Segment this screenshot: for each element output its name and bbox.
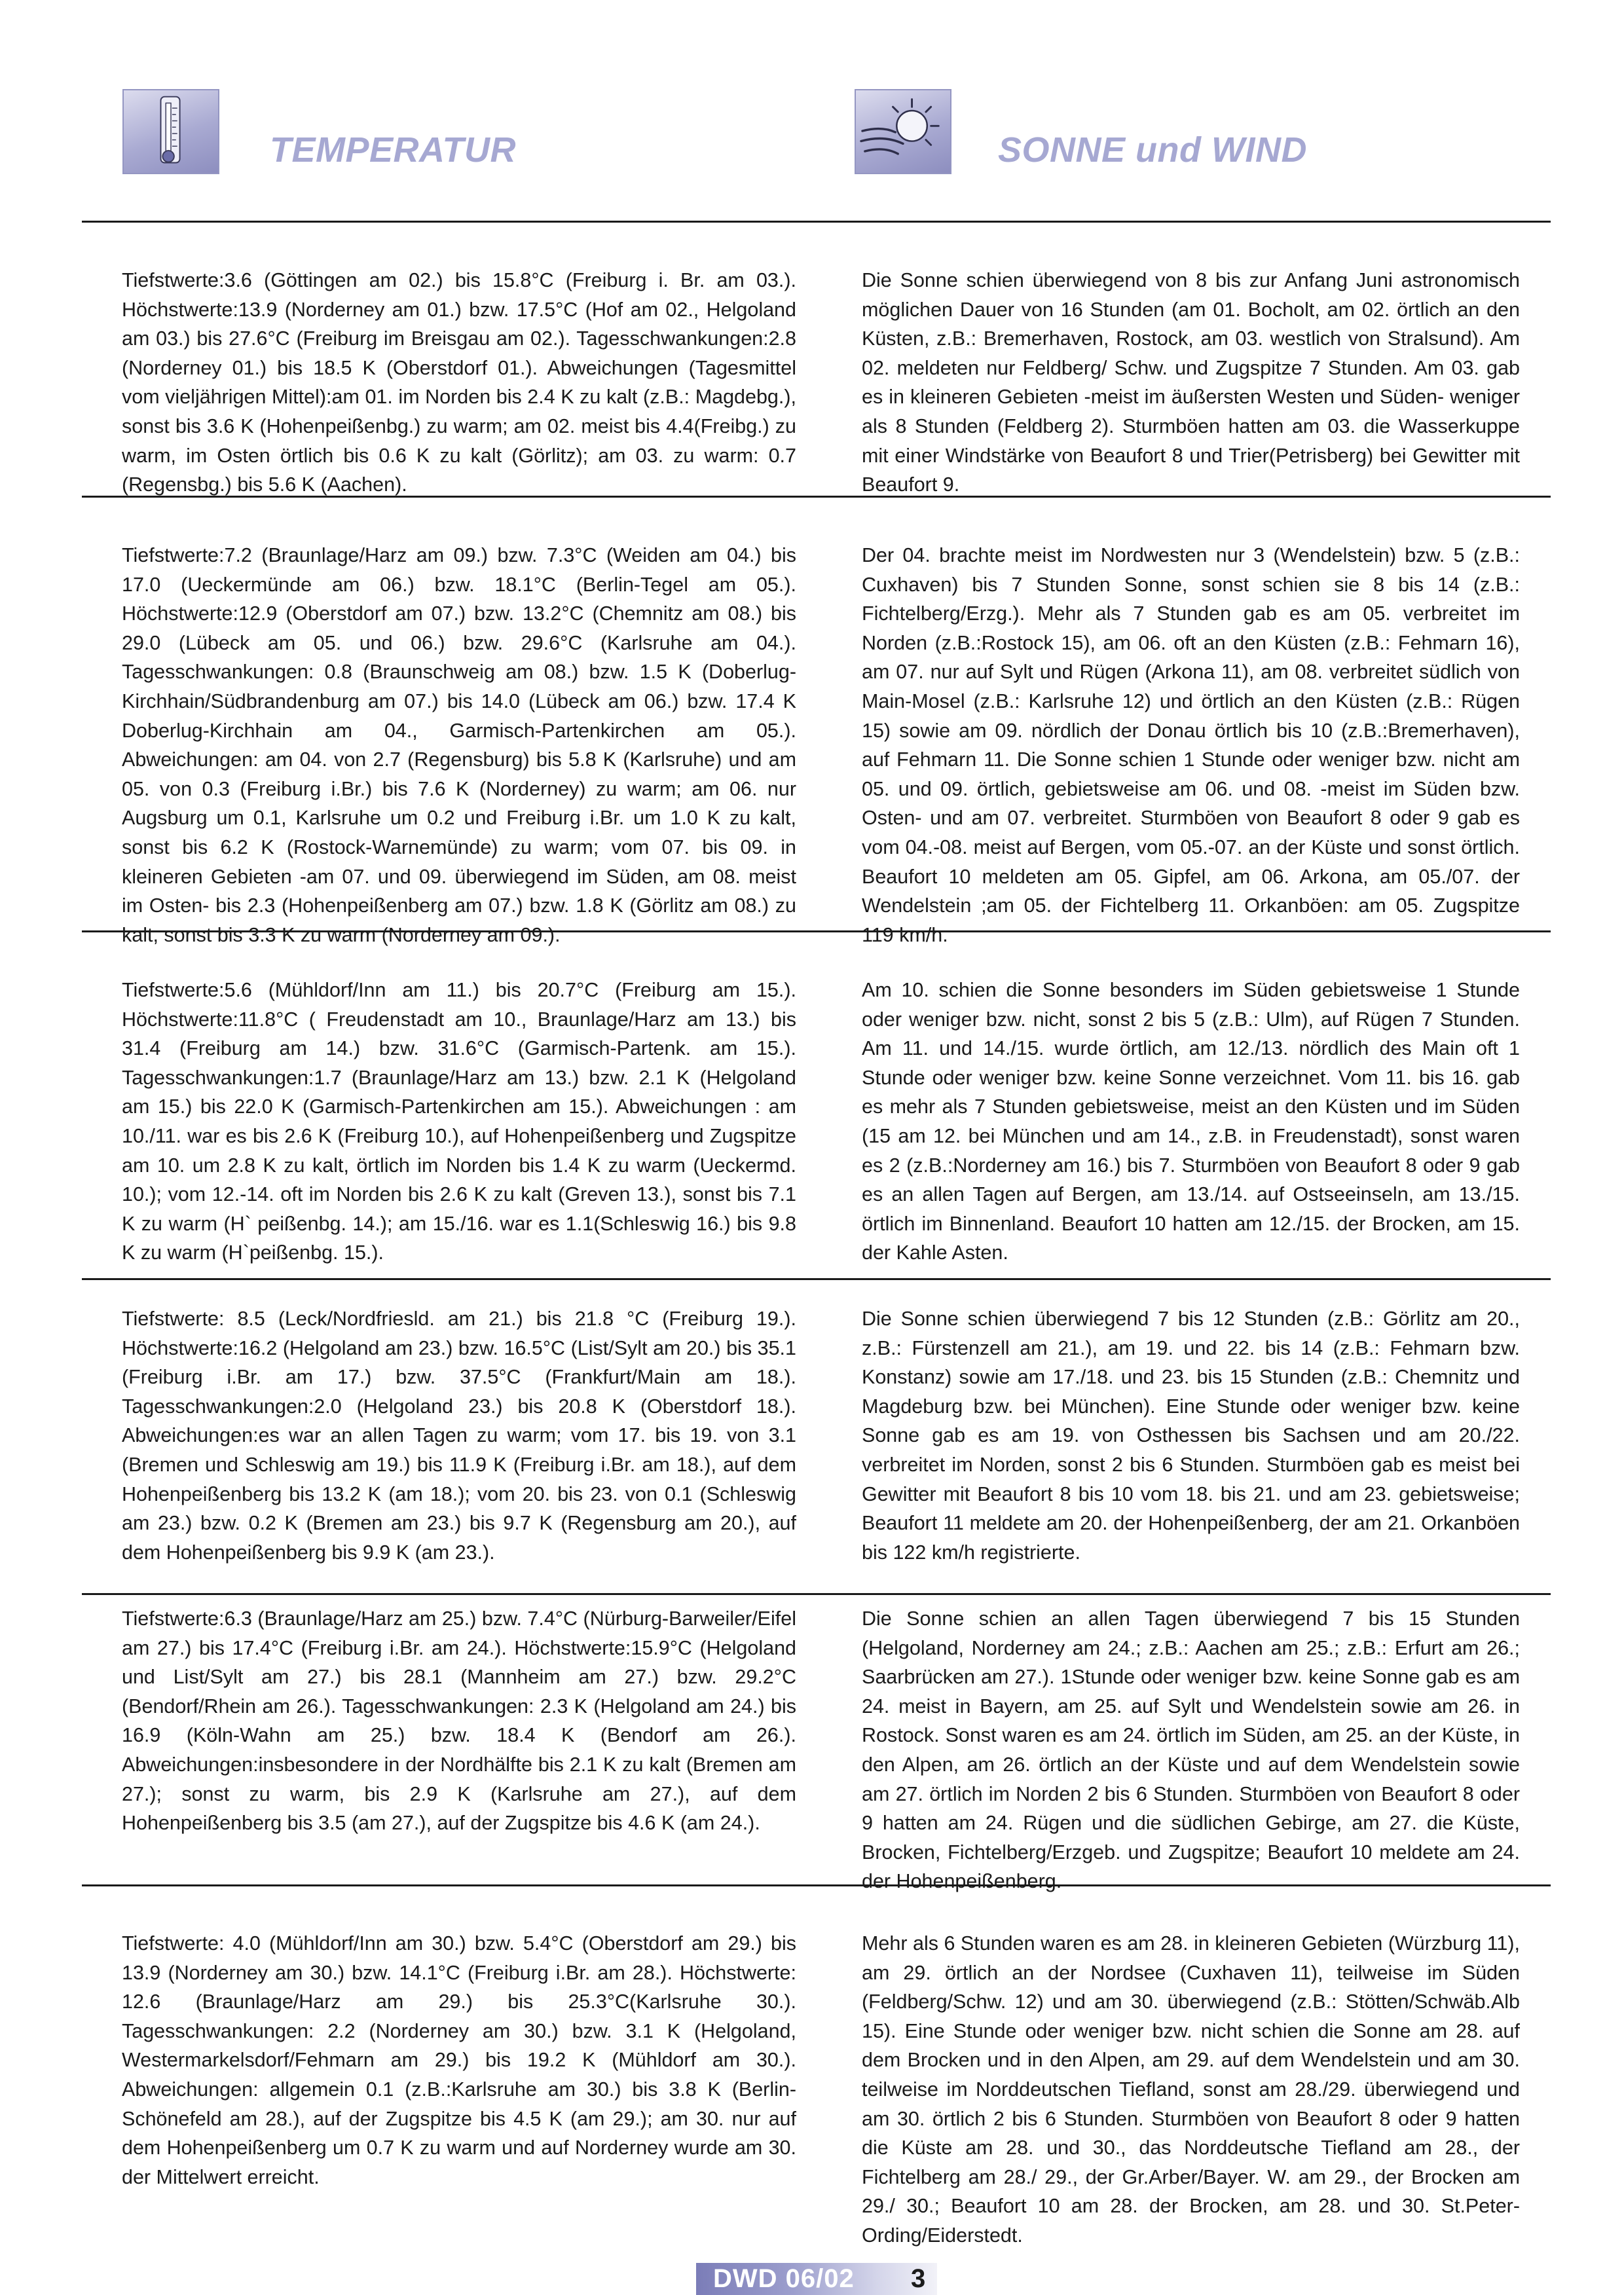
page-footer: [696, 2263, 937, 2295]
publication-label: DWD 06/02: [713, 2264, 855, 2293]
sun-wind-paragraph: Mehr als 6 Stunden waren es am 28. in kleineren Gebieten (Würzburg 11), am 29. örtlich an der Nordsee (Cuxhaven 11), teilweise im Süden (Feldberg/Schw. 12) und am 30. überwiegend (z.B.: Stötten/Schwäb.Alb 15). Eine Stunde oder weniger bzw. nicht schien die Sonne am 28. auf dem Brocken und in den Alpen, am 29. auf dem Wendelstein und am 30. teilweise im Norddeutschen Tiefland, sonst am 28./29. überwiegend und am 30. örtlich 2 bis 6 Stunden. Sturmböen von Beaufort 8 oder 9 hatten die Küste am 28. und 30., das Norddeutsche Tiefland am 28., der Fichtelberg am 28./ 29., der Gr.Arber/Bayer. W. am 29., der Brocken am 29./ 30.; Beaufort 10 am 28. der Brocken, am 28. und 30. St.Peter-Ording/Eiderstedt.: [862, 1932, 1520, 2247]
divider: [82, 1278, 1551, 1280]
sun-wind-paragraph: Die Sonne schien überwiegend 7 bis 12 Stunden (z.B.: Görlitz am 20., z.B.: Fürstenzell am 21.), am 19. und 22. bis 14 (z.B.: Fehmarn bzw. Konstanz) sowie am 17./18. und 23. bis 15 Stunden (z.B.: Chemnitz und Magdeburg bzw. bei München). Eine Stunde oder weniger bzw. keine Sonne gab es am 19. von Osthessen bis Sachsen und am 20./22. verbreitet im Norden, sonst 2 bis 6 Stunden. Sturmböen gab es meist bei Gewitter mit Beaufort 8 bis 10 vom 18. bis 21. und am 23. gebietsweise; Beaufort 11 meldete am 20. der Hohenpeißenberg, der am 21. Orkanböen bis 122 km/h registrierte.: [862, 1308, 1520, 1564]
sun-wind-icon: [855, 89, 951, 174]
temperature-paragraph: Tiefstwerte: 4.0 (Mühldorf/Inn am 30.) bzw. 5.4°C (Oberstdorf am 29.) bis 13.9 (Norderney am 30.) bzw. 14.1°C (Freiburg i.Br. am 28.). Höchstwerte: 12.6 (Braunlage/Harz am 29.) bis 25.3°C(Karlsruhe 30.). Tagesschwankungen: 2.2 (Norderney am 30.) bzw. 3.1 K (Helgoland, Westermarkelsdorf/Fehmarn am 29.) bis 19.2 K (Mühldorf am 30.). Abweichungen: allgemein 0.1 (z.B.:Karlsruhe am 30.) bis 3.8 K (Berlin-Schönefeld am 28.), auf der Zugspitze bis 4.5 K (am 29.); am 30. nur auf dem Hohenpeißenberg um 0.7 K zu warm und auf Norderney wurde am 30. der Mittelwert erreicht.: [122, 1932, 796, 2188]
sun-wind-paragraph: Am 10. schien die Sonne besonders im Süden gebietsweise 1 Stunde oder weniger bzw. nicht, sonst 2 bis 5 (z.B.: Ulm), auf Rügen 7 Stunden. Am 11. und 14./15. wurde örtlich, am 12./13. nördlich des Main oft 1 Stunde oder weniger bzw. keine Sonne verzeichnet. Vom 11. bis 16. gab es mehr als 7 Stunden gebietsweise, meist an den Küsten und im Süden (15 am 12. bei München und am 14., z.B. in Freudenstadt), sonst waren es 2 (z.B.:Norderney am 16.) bis 7. Sturmböen von Beaufort 8 oder 9 gab es an allen Tagen auf Bergen, am 13./14. auf Ostseeinseln, am 13./15. örtlich im Binnenland. Beaufort 10 hatten am 12./15. der Brocken, am 15. der Kahle Asten.: [862, 979, 1520, 1264]
sun-wind-paragraph: Die Sonne schien an allen Tagen überwiegend 7 bis 15 Stunden (Helgoland, Norderney am 24.; z.B.: Aachen am 25.; z.B.: Erfurt am 26.; Saarbrücken am 27.). 1Stunde oder weniger bzw. keine Sonne gab es am 24. meist in Bayern, am 25. auf Sylt und Wendelstein sowie am 26. in Rostock. Sonst waren es am 24. örtlich im Süden, am 25. an der Küste, in den Alpen, am 26. örtlich an der Küste und auf dem Wendelstein sowie am 27. örtlich im Norden 2 bis 6 Stunden. Sturmböen von Beaufort 8 oder 9 hatten am 24. Rügen und die südlichen Gebirge, am 27. die Küste, Brocken, Fichtelberg/Erzgeb. und Zugspitze; Beaufort 10 meldete am 24. der Hohenpeißenberg.: [862, 1607, 1520, 1893]
temperature-paragraph: Tiefstwerte:3.6 (Göttingen am 02.) bis 15.8°C (Freiburg i. Br. am 03.). Höchstwerte:13.9 (Norderney am 01.) bzw. 17.5°C (Hof am 02., Helgoland am 03.) bis 27.6°C (Freiburg im Breisgau am 02.). Tagesschwankungen:2.8 (Norderney 01.) bis 18.5 K (Oberstdorf 01.). Abweichungen (Tagesmittel vom vieljährigen Mittel):am 01. im Norden bis 2.4 K zu kalt (z.B.: Magdebg.), sonst bis 3.6 K (Hohenpeißenbg.) zu warm; am 02. meist bis 4.4(Freibg.) zu warm, im Osten örtlich bis 0.6 K zu kalt (Görlitz); am 03. zu warm: 0.7 (Regensbg.) bis 5.6 K (Aachen).: [122, 269, 796, 496]
section-title-temperature: TEMPERATUR: [270, 130, 516, 170]
divider: [82, 221, 1551, 223]
divider: [82, 1593, 1551, 1595]
sun-wind-paragraph: Der 04. brachte meist im Nordwesten nur 3 (Wendelstein) bzw. 5 (z.B.: Cuxhaven) bis 7 Stunden Sonne, sonst schien sie 8 bis 14 (z.B.: Fichtelberg/Erzg.). Mehr als 7 Stunden gab es am 05. verbreitet im Norden (z.B.:Rostock 15), am 06. oft an den Küsten (z.B.: Fehmarn 16), am 07. nur auf Sylt und Rügen (Arkona 11), am 08. verbreitet südlich von Main-Mosel (z.B.: Karlsruhe 12) und örtlich an den Küsten (z.B.: Rügen 15) sowie am 09. nördlich der Donau örtlich bis 10 (z.B.:Bremerhaven), auf Fehmarn 11. Die Sonne schien 1 Stunde oder weniger bzw. nicht am 05. und 09. örtlich, gebietsweise am 06. und 08. -meist im Süden bzw. Osten- und am 07. verbreitet. Sturmböen von Beaufort 8 oder 9 gab es vom 04.-08. meist auf Bergen, vom 05.-07. an der Küste und sonst örtlich. Beaufort 10 meldeten am 05. Gipfel, am 06. Arkona, am 05./07. der Wendelstein ;am 05. der Fichtelberg 11. Orkanböen: am 05. Zugspitze 119 km/h.: [862, 544, 1520, 946]
temperature-paragraph: Tiefstwerte: 8.5 (Leck/Nordfriesld. am 21.) bis 21.8 °C (Freiburg 19.). Höchstwerte:16.2 (Helgoland am 23.) bzw. 16.5°C (List/Sylt am 20.) bis 35.1 (Freiburg i.Br. am 17.) bzw. 37.5°C (Frankfurt/Main am 18.). Tagesschwankungen:2.0 (Helgoland 23.) bis 20.8 K (Oberstdorf 18.). Abweichungen:es war an allen Tagen zu warm; vom 17. bis 19. von 3.1 (Bremen und Schleswig am 19.) bis 11.9 K (Freiburg i.Br. am 18.), auf dem Hohenpeißenberg bis 13.2 K (am 18.); vom 20. bis 23. von 0.1 (Schleswig am 23.) bzw. 0.2 K (Bremen am 23.) bis 9.7 K (Regensburg am 20.), auf dem Hohenpeißenberg bis 9.9 K (am 23.).: [122, 1308, 796, 1564]
temperature-paragraph: Tiefstwerte:6.3 (Braunlage/Harz am 25.) bzw. 7.4°C (Nürburg-Barweiler/Eifel am 27.) bis 17.4°C (Freiburg i.Br. am 24.). Höchstwerte:15.9°C (Helgoland und List/Sylt am 27.) bis 28.1 (Mannheim am 27.) bzw. 29.2°C (Bendorf/Rhein am 26.). Tagesschwankungen: 2.3 K (Helgoland am 24.) bis 16.9 (Köln-Wahn am 25.) bzw. 18.4 K (Bendorf am 26.). Abweichungen:insbesondere in der Nordhälfte bis 2.1 K zu kalt (Bremen am 27.); sonst zu warm, bis 2.9 K (Karlsruhe am 27.), auf dem Hohenpeißenberg bis 3.5 (am 27.), auf der Zugspitze bis 4.6 K (am 24.).: [122, 1607, 796, 1835]
sun-wind-paragraph: Die Sonne schien überwiegend von 8 bis zur Anfang Juni astronomisch möglichen Dauer von 16 Stunden (am 01. Bocholt, am 02. örtlich an den Küsten, z.B.: Bremerhaven, Rostock, am 03. westlich von Stralsund). Am 02. meldeten nur Feldberg/ Schw. und Zugspitze 7 Stunden. Am 03. gab es in kleineren Gebieten -meist im äußersten Westen und Süden- weniger als 8 Stunden (Feldberg 2). Sturmböen hatten am 03. die Wasserkuppe mit einer Windstärke von Beaufort 8 und Trier(Petrisberg) bei Gewitter mit Beaufort 9.: [862, 269, 1520, 496]
temperature-paragraph: Tiefstwerte:5.6 (Mühldorf/Inn am 11.) bis 20.7°C (Freiburg am 15.). Höchstwerte:11.8°C ( Freudenstadt am 10., Braunlage/Harz am 13.) bis 31.4 (Freiburg am 14.) bzw. 31.6°C (Garmisch-Partenk. am 15.). Tagesschwankungen:1.7 (Braunlage/Harz am 13.) bzw. 2.1 K (Helgoland am 15.) bis 22.0 K (Garmisch-Partenkirchen am 15.). Abweichungen : am 10./11. war es bis 2.6 K (Freiburg 10.), auf Hohenpeißenberg und Zugspitze am 10. um 2.8 K zu kalt, örtlich im Norden bis 1.4 K zu warm (Ueckermd. 10.); vom 12.-14. oft im Norden bis 2.6 K zu kalt (Greven 13.), sonst bis 7.1 K zu warm (H` peißenbg. 14.); am 15./16. war es 1.1(Schleswig 16.) bis 9.8 K zu warm (H`peißenbg. 15.).: [122, 979, 796, 1264]
thermometer-icon: [122, 89, 219, 174]
page-number: 3: [911, 2264, 926, 2293]
section-title-sun-wind: SONNE und WIND: [998, 130, 1307, 170]
temperature-paragraph: Tiefstwerte:7.2 (Braunlage/Harz am 09.) bzw. 7.3°C (Weiden am 04.) bis 17.0 (Ueckermünde am 06.) bzw. 18.1°C (Berlin-Tegel am 05.). Höchstwerte:12.9 (Oberstdorf am 07.) bzw. 13.2°C (Chemnitz am 08.) bis 29.0 (Lübeck am 05. und 06.) bzw. 29.6°C (Karlsruhe am 04.). Tagesschwankungen: 0.8 (Braunschweig am 08.) bzw. 1.5 K (Doberlug-Kirchhain/Südbrandenburg am 07.) bis 14.0 (Lübeck am 06.) bzw. 17.4 K Doberlug-Kirchhain am 04., Garmisch-Partenkirchen am 05.). Abweichungen: am 04. von 2.7 (Regensburg) bis 5.8 K (Karlsruhe) und am 05. von 0.3 (Freiburg i.Br.) bis 7.6 K (Norderney) zu warm; am 06. nur Augsburg um 0.1, Karlsruhe um 0.2 und Freiburg i.Br. um 1.0 K zu kalt, sonst bis 6.2 K (Rostock-Warnemünde) zu warm; vom 07. bis 09. in kleineren Gebieten -am 07. und 09. überwiegend im Süden, am 08. meist im Osten- bis 2.3 (Hohenpeißenberg am 07.) bzw. 1.8 K (Görlitz am 08.) zu kalt, sonst bis 3.3 K zu warm (Norderney am 09.).: [122, 544, 796, 946]
